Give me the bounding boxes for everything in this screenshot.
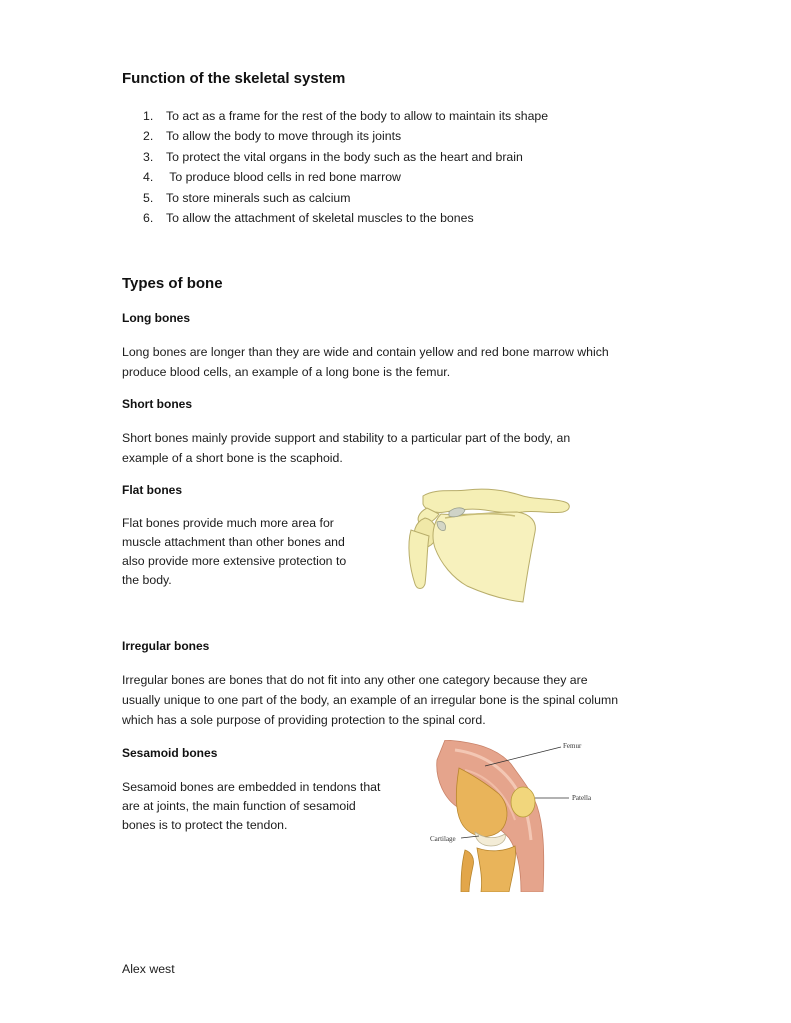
list-number: 3. bbox=[143, 149, 154, 164]
list-item bbox=[143, 147, 548, 167]
paragraph-short-bones bbox=[122, 428, 570, 468]
text-line: example of a short bone is the scaphoid. bbox=[122, 451, 343, 465]
text-line: Irregular bones are bones that do not fit into any other one category because they are bbox=[122, 673, 588, 687]
heading-flat-bones: Flat bones bbox=[122, 483, 183, 497]
text-line: usually unique to one part of the body, an example of an irregular bone is the spinal column bbox=[122, 693, 619, 707]
text-line: are at joints, the main function of sesamoid bbox=[122, 799, 356, 813]
list-number: 2. bbox=[143, 129, 154, 144]
text-line: muscle attachment than other bones and bbox=[122, 535, 345, 549]
text-line: Flat bones provide much more area for bbox=[122, 516, 334, 530]
function-list bbox=[143, 106, 548, 228]
heading-short-bones: Short bones bbox=[122, 397, 193, 411]
heading-long-bones: Long bones bbox=[122, 311, 190, 325]
text-line: bones is to protect the tendon. bbox=[122, 818, 288, 832]
list-item bbox=[143, 167, 548, 187]
label-patella: Patella bbox=[572, 794, 592, 802]
paragraph-irregular-bones bbox=[122, 670, 618, 730]
list-number: 4. bbox=[143, 170, 154, 185]
list-text: To store minerals such as calcium bbox=[166, 190, 351, 205]
text-line: the body. bbox=[122, 573, 172, 587]
knee-joint-image bbox=[425, 740, 610, 892]
section-title-function: Function of the skeletal system bbox=[122, 70, 346, 87]
list-item bbox=[143, 188, 548, 208]
label-cartilage: Cartilage bbox=[430, 835, 456, 843]
list-number: 6. bbox=[143, 210, 154, 225]
text-line: also provide more extensive protection to bbox=[122, 554, 347, 568]
list-text: To act as a frame for the rest of the body to allow to maintain its shape bbox=[166, 109, 549, 123]
list-text: To allow the body to move through its joints bbox=[166, 129, 402, 144]
list-number: 5. bbox=[143, 190, 154, 205]
heading-sesamoid-bones: Sesamoid bones bbox=[122, 746, 218, 760]
list-number: 1. bbox=[143, 109, 154, 123]
text-line: Sesamoid bones are embedded in tendons that bbox=[122, 780, 381, 794]
text-line: which has a sole purpose of providing protection to the spinal cord. bbox=[122, 713, 486, 727]
list-item bbox=[143, 208, 548, 228]
list-item bbox=[143, 126, 548, 146]
heading-irregular-bones: Irregular bones bbox=[122, 639, 210, 653]
text-line: produce blood cells, an example of a long bone is the femur. bbox=[122, 365, 451, 379]
paragraph-flat-bones bbox=[122, 514, 346, 590]
paragraph-sesamoid-bones bbox=[122, 778, 380, 835]
author-footer: Alex west bbox=[122, 962, 175, 976]
list-text: To allow the attachment of skeletal muscles to the bones bbox=[166, 210, 474, 225]
list-text: To protect the vital organs in the body such as the heart and brain bbox=[166, 149, 523, 164]
scapula-image bbox=[405, 482, 580, 607]
paragraph-long-bones bbox=[122, 342, 609, 382]
list-item bbox=[143, 106, 548, 126]
section-title-types: Types of bone bbox=[122, 275, 223, 292]
list-text: To produce blood cells in red bone marrow bbox=[166, 170, 401, 185]
text-line: Long bones are longer than they are wide and contain yellow and red bone marrow which bbox=[122, 345, 609, 359]
label-femur: Femur bbox=[563, 742, 582, 750]
text-line: Short bones mainly provide support and stability to a particular part of the body, an bbox=[122, 431, 571, 445]
